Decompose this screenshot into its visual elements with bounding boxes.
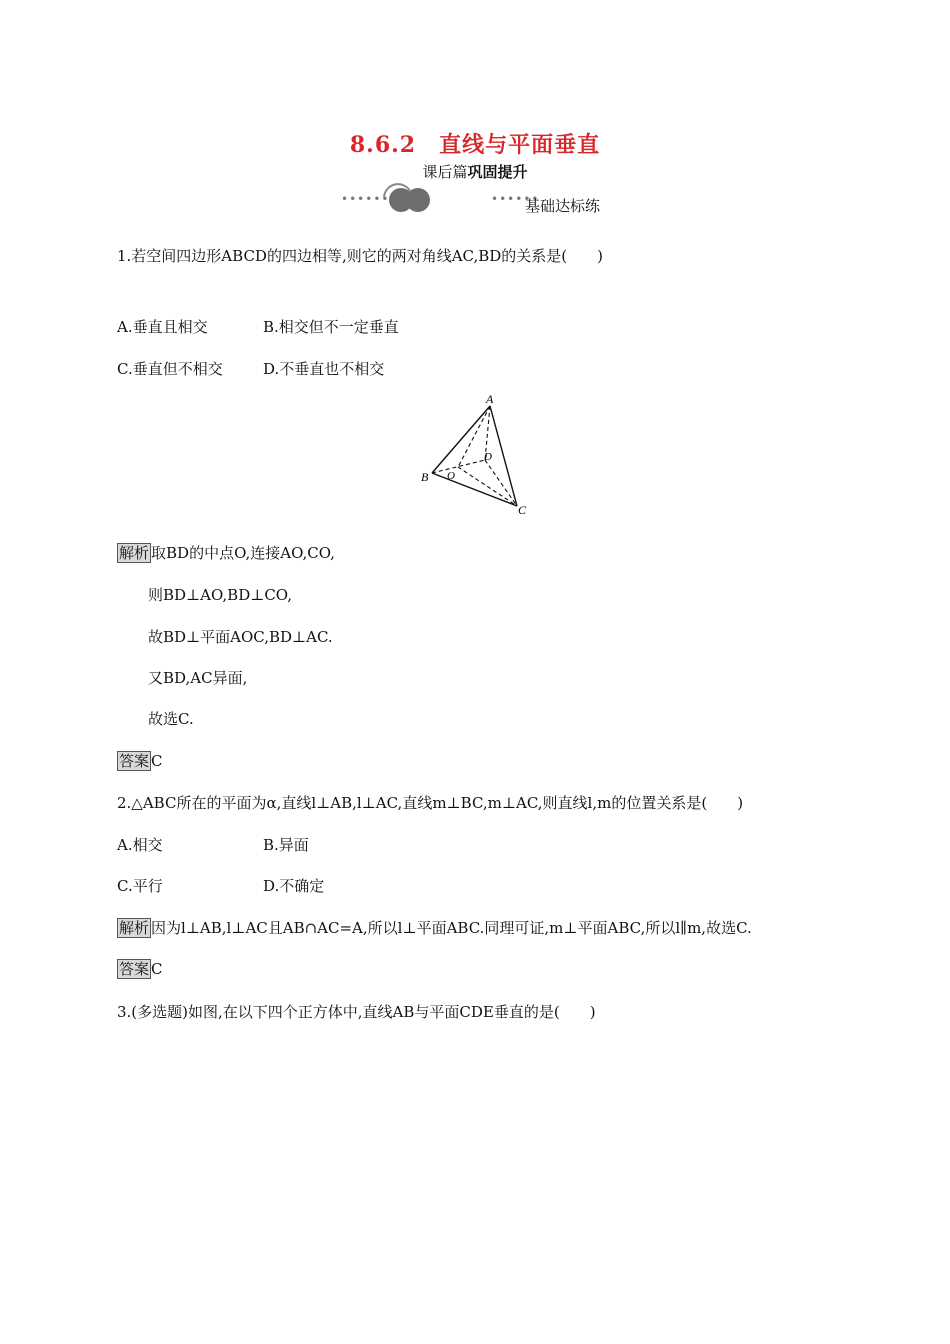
q2-option-b: B.异面	[263, 836, 309, 854]
q2-option-d: D.不确定	[263, 877, 325, 895]
q2-answer: C	[151, 960, 163, 978]
q1-answer-tag: 答案	[119, 752, 150, 770]
q1-analysis-line-4: 又BD,AC异面,	[148, 669, 248, 687]
page-title: 8.6.2 直线与平面垂直	[349, 132, 601, 158]
fig-label-d: D	[484, 451, 492, 463]
q1-answer-row	[117, 751, 163, 771]
banner-dots-right: ••••••	[491, 192, 540, 206]
q1-stem: 1.若空间四边形ABCD的四边相等,则它的两对角线AC,BD的关系是( )	[117, 247, 604, 265]
q1-analysis-line-2: 则BD⊥AO,BD⊥CO,	[148, 586, 292, 604]
q1-option-b: B.相交但不一定垂直	[263, 318, 399, 336]
q2-analysis: 因为l⊥AB,l⊥AC且AB∩AC=A,所以l⊥平面ABC.同理可证,m⊥平面ABC,所以l∥m,故选C.	[151, 919, 752, 937]
q1-answer: C	[151, 752, 163, 770]
q1-analysis-tag: 解析	[119, 544, 150, 562]
q2-analysis-row	[117, 918, 752, 938]
banner-dots-left: ••••••	[341, 192, 390, 206]
subtitle-bold: 巩固提升	[467, 163, 528, 181]
fig-label-o: O	[447, 470, 455, 482]
q2-analysis-tag: 解析	[119, 919, 150, 937]
q2-option-c: C.平行	[117, 877, 163, 895]
q2-option-a: A.相交	[117, 836, 163, 854]
q1-option-d: D.不垂直也不相交	[263, 360, 385, 378]
q2-answer-tag: 答案	[119, 960, 150, 978]
page-subtitle	[0, 161, 950, 182]
fig-label-b: B	[421, 470, 429, 484]
q2-stem: 2.△ABC所在的平面为α,直线l⊥AB,l⊥AC,直线m⊥BC,m⊥AC,则直线l,m的位置关系是( )	[117, 794, 744, 812]
q1-analysis-line-3: 故BD⊥平面AOC,BD⊥AC.	[148, 628, 333, 646]
q1-option-c: C.垂直但不相交	[117, 360, 223, 378]
banner-circles-icon	[378, 183, 436, 213]
q1-analysis-row	[117, 543, 335, 563]
q1-option-a: A.垂直且相交	[117, 318, 208, 336]
fig-label-c: C	[518, 503, 527, 517]
q2-answer-row	[117, 959, 163, 979]
tetrahedron-figure	[415, 388, 540, 518]
subtitle-plain: 课后篇	[422, 163, 468, 181]
section-label: 基础达标练	[525, 197, 601, 215]
q1-analysis-line-5: 故选C.	[148, 710, 194, 728]
q1-analysis-line-1: 取BD的中点O,连接AO,CO,	[151, 544, 335, 562]
fig-label-a: A	[486, 392, 494, 406]
q3-stem: 3.(多选题)如图,在以下四个正方体中,直线AB与平面CDE垂直的是( )	[117, 1003, 596, 1021]
